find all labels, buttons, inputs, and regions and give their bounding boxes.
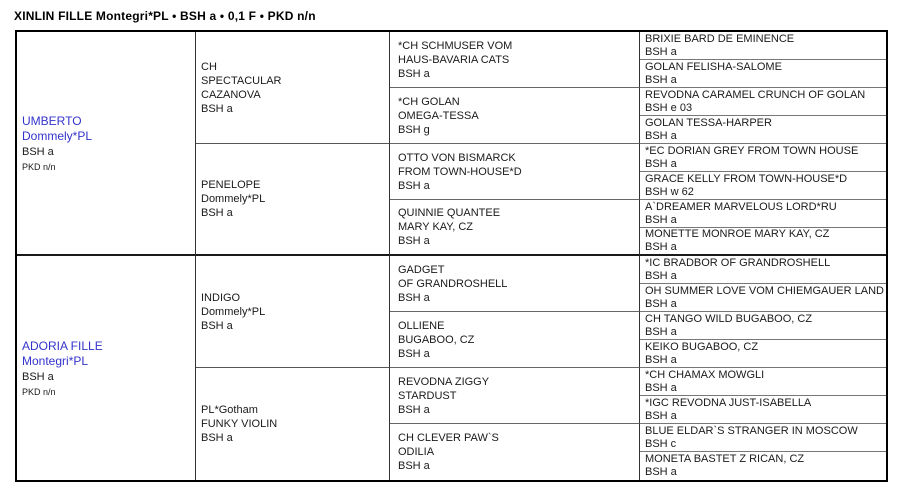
text-line: BSH a (645, 45, 677, 58)
pedigree-cell-grandparent (196, 256, 390, 368)
text-line: BSH c (645, 437, 677, 450)
text-line: FUNKY VIOLIN (201, 418, 278, 430)
pedigree-cell-great-grandparent (390, 424, 640, 480)
pedigree-cell-great-grandparent (390, 88, 640, 144)
text-line: *CH GOLAN (398, 95, 460, 108)
text-line: REVODNA CARAMEL CRUNCH OF GOLAN (645, 88, 866, 101)
text-line: QUINNIE QUANTEE (398, 207, 501, 219)
pedigree-cell-grandparent (196, 32, 390, 144)
text-line: MONETTE MONROE MARY KAY, CZ (645, 228, 830, 240)
pedigree-cell-great-grandparent (390, 256, 640, 312)
pedigree-cell-grandparent (196, 144, 390, 256)
text-line: BSH a (645, 409, 677, 422)
pedigree-cell-gg-grandparent (640, 368, 886, 396)
text-line: Dommely*PL (22, 128, 93, 143)
text-line: BSH a (645, 157, 677, 170)
text-line: FROM TOWN-HOUSE*D (398, 165, 522, 178)
text-line: CH (201, 60, 217, 73)
text-line: PENELOPE (201, 179, 261, 191)
text-line: OF GRANDROSHELL (398, 277, 508, 290)
text-line: BSH g (398, 123, 430, 136)
text-line: BSH a (645, 297, 677, 310)
text-line: KEIKO BUGABOO, CZ (645, 340, 759, 353)
text-line: GOLAN FELISHA-SALOME (645, 60, 782, 73)
text-line: SPECTACULAR (201, 74, 282, 87)
pedigree-cell-gg-grandparent (640, 60, 886, 88)
text-line: CH TANGO WILD BUGABOO, CZ (645, 312, 813, 325)
text-line: MONETA BASTET Z RICAN, CZ (645, 453, 805, 465)
text-line: BSH a (398, 67, 430, 80)
text-line: CAZANOVA (201, 88, 261, 101)
pedigree-cell-gg-grandparent (640, 228, 886, 256)
cat-name-link[interactable] (22, 114, 193, 144)
text-line: Dommely*PL (201, 305, 266, 318)
pedigree-cell-great-grandparent (390, 312, 640, 368)
pedigree-cell-gg-grandparent (640, 396, 886, 424)
text-line: GRACE KELLY FROM TOWN-HOUSE*D (645, 172, 848, 185)
pedigree-table (15, 30, 888, 482)
text-line: BSH a (645, 353, 677, 366)
pedigree-cell-gg-grandparent (640, 200, 886, 228)
text-line: OH SUMMER LOVE VOM CHIEMGAUER LAND (645, 284, 884, 297)
pedigree-cell-great-grandparent (390, 200, 640, 256)
text-line: OLLIENE (398, 319, 445, 332)
breed-code: BSH a (22, 145, 54, 158)
text-line: UMBERTO (22, 113, 82, 128)
cat-name-link[interactable] (22, 339, 193, 369)
pedigree-cell-great-grandparent (390, 144, 640, 200)
text-line: MARY KAY, CZ (398, 221, 473, 233)
text-line: *CH CHAMAX MOWGLI (645, 368, 765, 381)
text-line: BSH a (201, 102, 233, 115)
pedigree-cell-gg-grandparent (640, 284, 886, 312)
text-line: REVODNA ZIGGY (398, 375, 490, 388)
text-line: Montegri*PL (22, 353, 89, 368)
pkd-status: PKD n/n (22, 386, 56, 397)
text-line: BSH a (645, 381, 677, 394)
pedigree-cell-dam (17, 256, 196, 480)
text-line: BSH a (398, 460, 430, 472)
text-line: HAUS-BAVARIA CATS (398, 53, 510, 66)
text-line: BSH w 62 (645, 185, 694, 198)
pedigree-cell-gg-grandparent (640, 116, 886, 144)
text-line: BSH e 03 (645, 101, 693, 114)
text-line: *EC DORIAN GREY FROM TOWN HOUSE (645, 144, 859, 157)
text-line: BRIXIE BARD DE EMINENCE (645, 32, 795, 45)
text-line: *IGC REVODNA JUST-ISABELLA (645, 396, 812, 409)
text-line: ADORIA FILLE (22, 338, 103, 353)
text-line: Dommely*PL (201, 193, 266, 205)
text-line: ODILIA (398, 446, 435, 458)
text-line: BUGABOO, CZ (398, 333, 475, 346)
breed-code: BSH a (22, 370, 54, 383)
text-line: BLUE ELDAR`S STRANGER IN MOSCOW (645, 424, 858, 437)
text-line: STARDUST (398, 389, 457, 402)
text-line: CH CLEVER PAW`S (398, 432, 499, 444)
text-line: PL*Gotham (201, 404, 258, 416)
text-line: *IC BRADBOR OF GRANDROSHELL (645, 256, 831, 269)
pedigree-cell-grandparent (196, 368, 390, 480)
page-title: XINLIN FILLE Montegri*PL • BSH a • 0,1 F • PKD n/n (14, 9, 316, 23)
text-line: BSH a (398, 179, 430, 192)
text-line: *CH SCHMUSER VOM (398, 39, 513, 52)
pedigree-cell-gg-grandparent (640, 312, 886, 340)
text-line: A`DREAMER MARVELOUS LORD*RU (645, 200, 837, 213)
text-line: BSH a (645, 269, 677, 282)
pedigree-cell-gg-grandparent (640, 340, 886, 368)
text-line: BSH a (201, 319, 233, 332)
pedigree-cell-gg-grandparent (640, 256, 886, 284)
text-line: OTTO VON BISMARCK (398, 151, 516, 164)
pedigree-cell-great-grandparent (390, 368, 640, 424)
pedigree-cell-gg-grandparent (640, 88, 886, 116)
text-line: BSH a (645, 213, 677, 226)
text-line: BSH a (398, 235, 430, 247)
text-line: BSH a (398, 403, 430, 416)
text-line: BSH a (398, 291, 430, 304)
text-line: BSH a (645, 466, 677, 478)
pedigree-cell-sire (17, 32, 196, 256)
pedigree-cell-gg-grandparent (640, 452, 886, 480)
text-line: OMEGA-TESSA (398, 109, 479, 122)
text-line: BSH a (201, 432, 233, 444)
pedigree-cell-great-grandparent (390, 32, 640, 88)
pedigree-cell-gg-grandparent (640, 172, 886, 200)
text-line: BSH a (645, 73, 677, 86)
text-line: INDIGO (201, 291, 241, 304)
text-line: BSH a (645, 325, 677, 338)
pedigree-cell-gg-grandparent (640, 32, 886, 60)
text-line: BSH a (398, 347, 430, 360)
text-line: GOLAN TESSA-HARPER (645, 116, 772, 129)
text-line: BSH a (645, 241, 677, 253)
text-line: GADGET (398, 263, 445, 276)
pedigree-cell-gg-grandparent (640, 424, 886, 452)
text-line: BSH a (645, 129, 677, 142)
pkd-status: PKD n/n (22, 161, 56, 172)
text-line: BSH a (201, 207, 233, 219)
pedigree-cell-gg-grandparent (640, 144, 886, 172)
